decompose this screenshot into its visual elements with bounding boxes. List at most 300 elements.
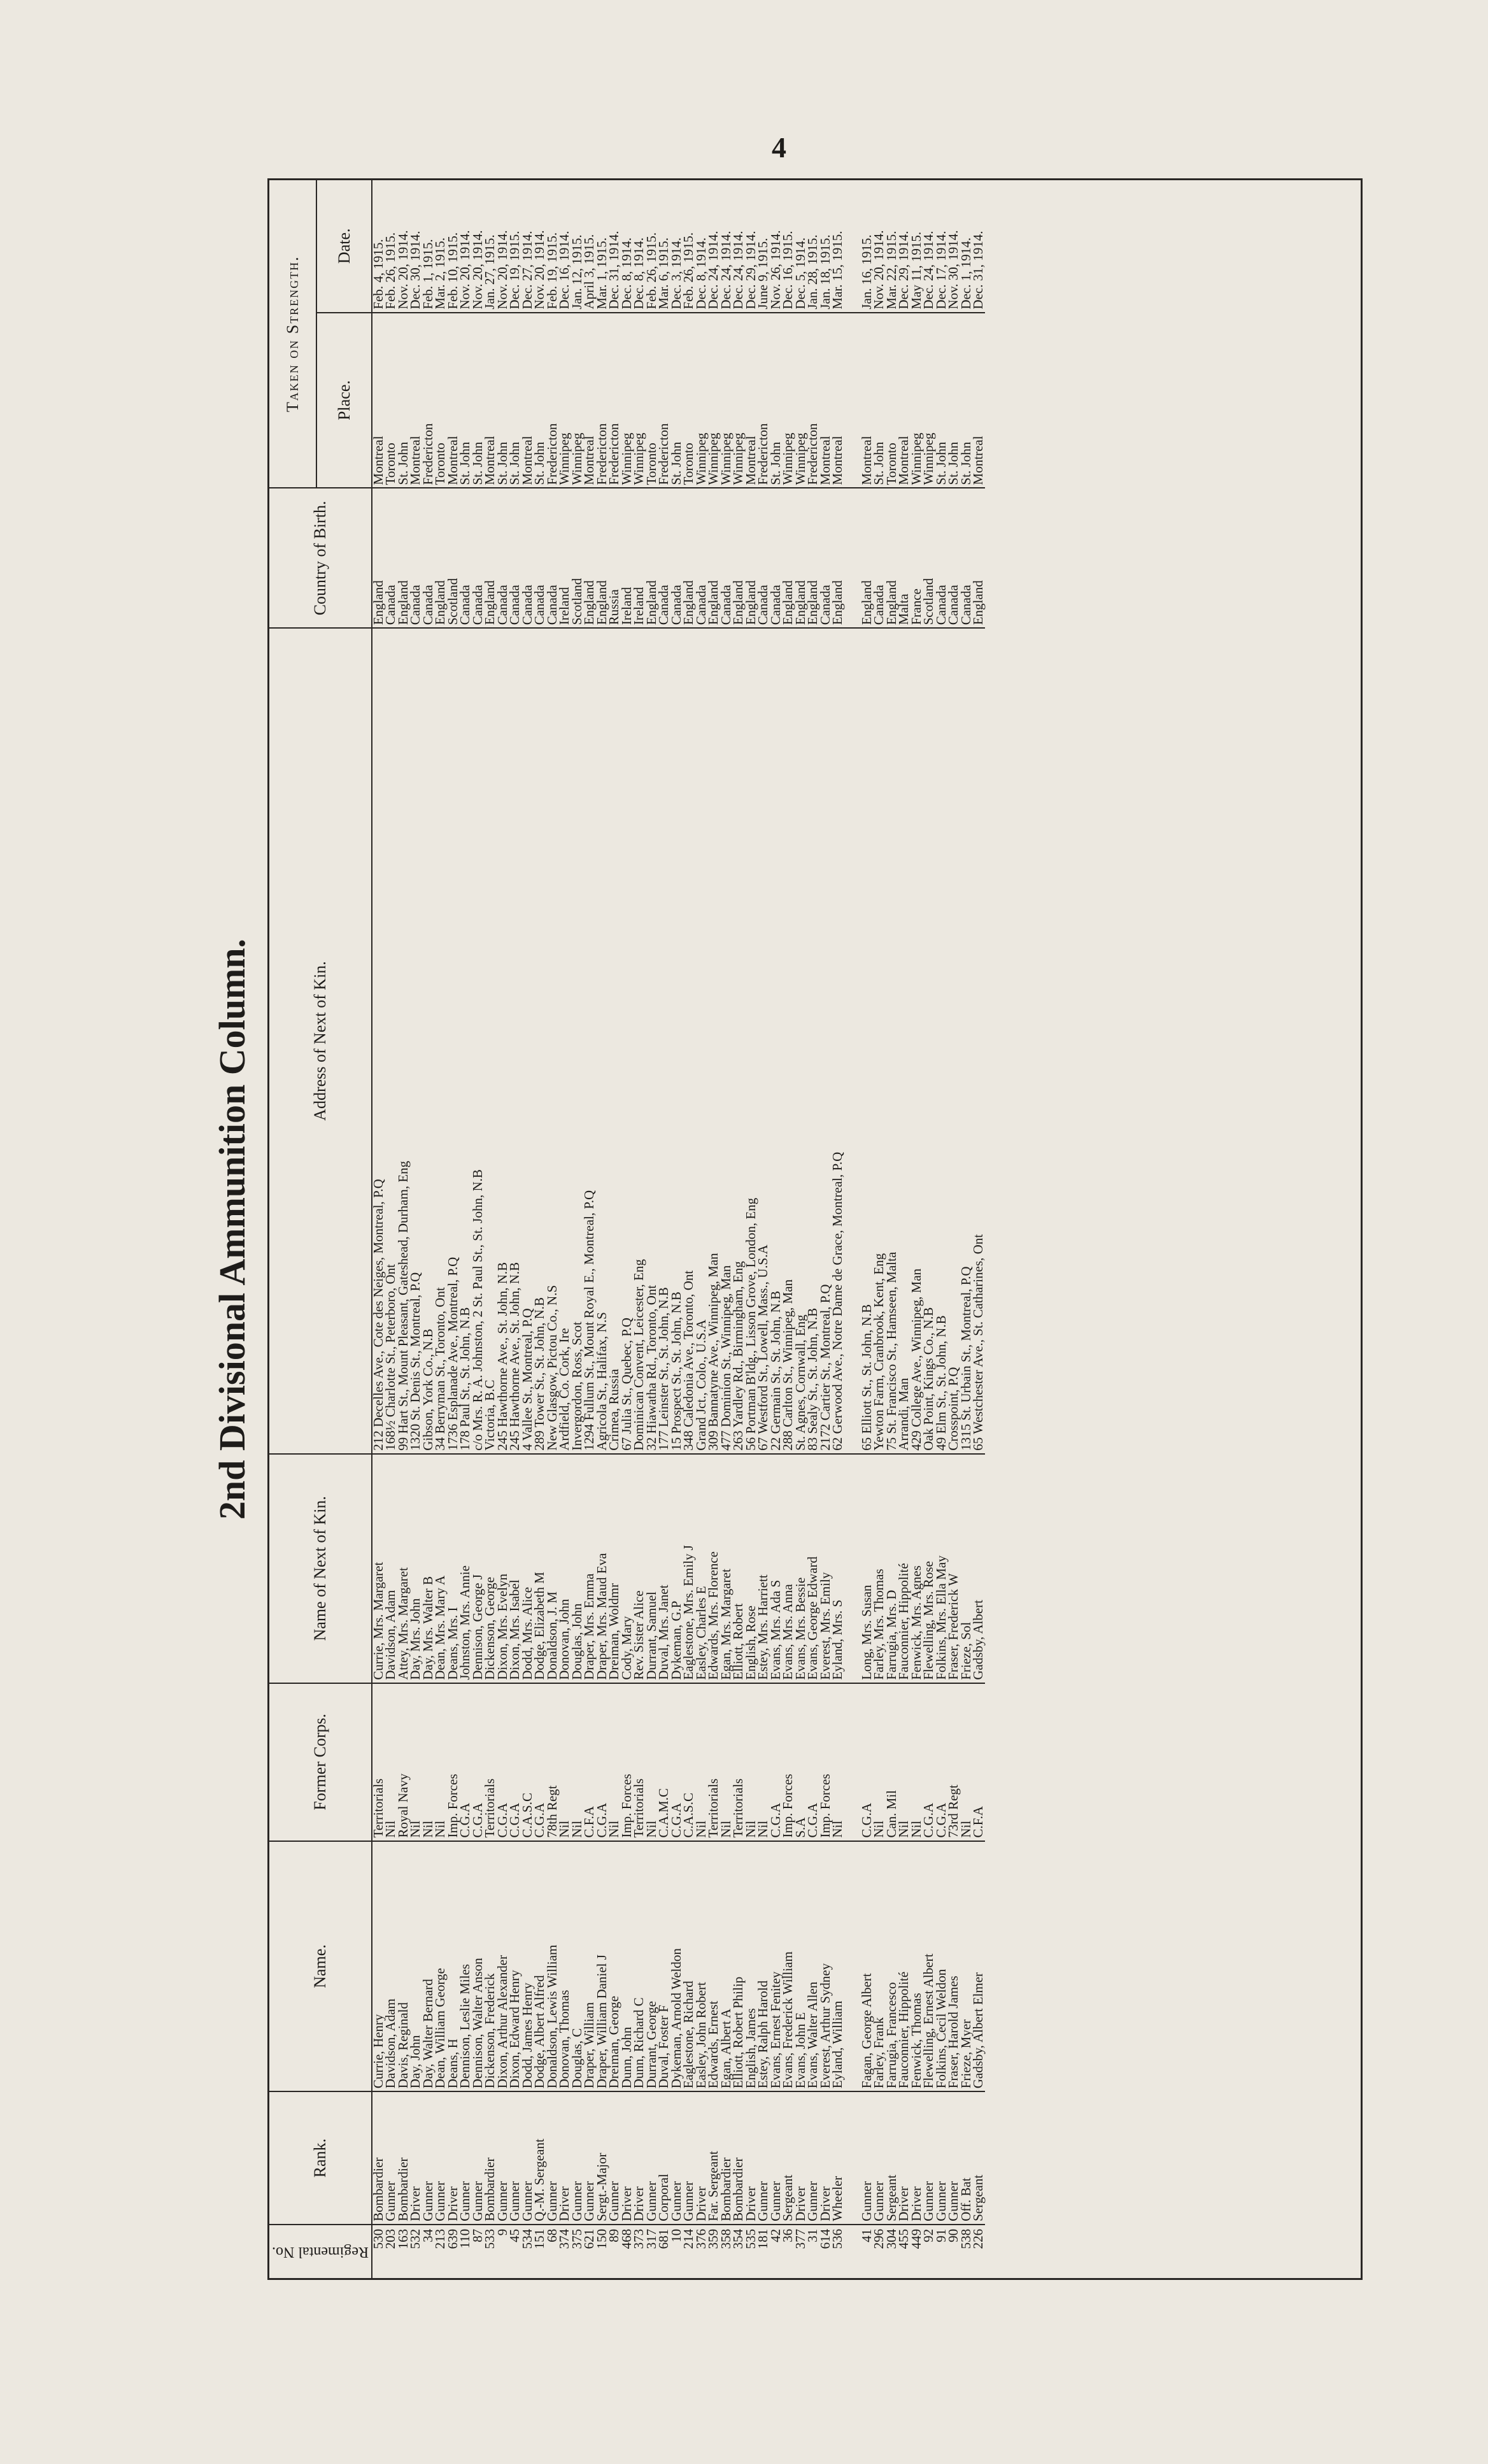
cell-rank: Gunner — [422, 2091, 435, 2225]
cell-name: Dennison, Leslie Miles — [459, 1841, 472, 2092]
cell-former-corps: C.G.A — [497, 1683, 509, 1841]
cell-place: Winnipeg — [558, 313, 571, 488]
cell-regimental-no: 31 — [807, 2225, 819, 2278]
header-name: Name. — [269, 1841, 372, 2092]
date-month: Jan. — [858, 288, 874, 310]
cell-regimental-no: 317 — [646, 2225, 658, 2278]
date-month: Nov. — [871, 283, 887, 310]
cell-former-corps: Nil — [745, 1683, 758, 1841]
cell-name: Donaldson, Lewis William — [546, 1841, 559, 2092]
cell-country-of-birth: England — [372, 488, 385, 628]
cell-next-of-kin-address: 1315 St. Urbain St., Montreal, P.Q — [960, 628, 973, 1454]
cell-place: Montreal — [832, 313, 844, 488]
header-country-of-birth: Country of Birth. — [269, 488, 372, 628]
date-month: Mar. — [432, 284, 448, 310]
cell-former-corps: C.G.A — [534, 1683, 546, 1841]
date-day-year: 19, 1915. — [544, 232, 560, 283]
cell-regimental-no: 41 — [861, 2225, 874, 2278]
cell-place: St. John — [960, 313, 973, 488]
cell-next-of-kin-name: Dennison, George J — [472, 1454, 485, 1683]
cell-rank: Gunner — [459, 2091, 472, 2225]
cell-regimental-no: 91 — [935, 2225, 948, 2278]
cell-rank: Driver — [745, 2091, 758, 2225]
cell-name: Dykeman, Arnold Weldon — [670, 1841, 683, 2092]
cell-next-of-kin-name: Draper, Mrs. Maud Eva — [596, 1454, 609, 1683]
cell-next-of-kin-address: Yewton Farm, Cranbrook, Kent, Eng — [873, 628, 886, 1454]
cell-former-corps: Territorials — [732, 1683, 745, 1841]
cell-rank: Sergeant — [972, 2091, 985, 2225]
date-month: Feb. — [383, 285, 399, 310]
cell-former-corps: C.G.A — [596, 1683, 609, 1841]
date-day-year: 16, 1915. — [858, 234, 874, 285]
cell-former-corps: 78th Regt — [546, 1683, 559, 1841]
date-month: Dec. — [933, 284, 949, 310]
table-row — [960, 180, 973, 2278]
cell-country-of-birth: Canada — [422, 488, 435, 628]
cell-next-of-kin-address: 348 Caledonia Ave., Toronto, Ont — [683, 628, 695, 1454]
cell-rank: Driver — [621, 2091, 634, 2225]
date-month: Dec. — [970, 284, 986, 310]
cell-former-corps: Nil — [873, 1683, 886, 1841]
cell-next-of-kin-name: Duval, Mrs. Janet — [658, 1454, 670, 1683]
table-row — [409, 180, 422, 2278]
cell-next-of-kin-name: Everest, Mrs. Emily — [819, 1454, 832, 1683]
date-month: Jan. — [805, 288, 821, 310]
cell-next-of-kin-address: Oak Point, Kings Co., N.B — [923, 628, 935, 1454]
cell-next-of-kin-name: Day, Mrs. Walter B — [422, 1454, 435, 1683]
cell-next-of-kin-name: Long, Mrs. Susan — [861, 1454, 874, 1683]
date-day-year: 6, 1915. — [656, 237, 672, 281]
table-row — [472, 180, 485, 2278]
cell-regimental-no: 536 — [832, 2225, 844, 2278]
cell-next-of-kin-address: 1294 Fullum St., Mount Royal E., Montreal, P.Q — [583, 628, 596, 1454]
cell-rank: Driver — [558, 2091, 571, 2225]
cell-country-of-birth: Scotland — [571, 488, 584, 628]
cell-former-corps: C.G.A — [861, 1683, 874, 1841]
cell-next-of-kin-name: Fauconnier, Hippolité — [898, 1454, 911, 1683]
date-month: Mar. — [883, 284, 899, 310]
cell-place: Montreal — [409, 313, 422, 488]
cell-next-of-kin-address: Dominican Convent, Leicester, Eng — [633, 628, 646, 1454]
date-day-year: 9, 1915. — [755, 238, 771, 281]
cell-next-of-kin-address: 2172 Cartier St., Montreal, P.Q — [819, 628, 832, 1454]
cell-next-of-kin-name: Easley, Charles E — [695, 1454, 708, 1683]
cell-rank: Gunner — [472, 2091, 485, 2225]
cell-rank: Gunner — [497, 2091, 509, 2225]
table-row — [745, 180, 758, 2278]
cell-rank: Driver — [819, 2091, 832, 2225]
date-day-year: 17, 1914. — [933, 231, 949, 281]
cell-next-of-kin-name: Douglas, John — [571, 1454, 584, 1683]
date-month: Feb. — [420, 285, 436, 310]
cell-next-of-kin-name: Donovan, John — [558, 1454, 571, 1683]
cell-place: Fredericton — [546, 313, 559, 488]
cell-former-corps: C.F.A — [972, 1683, 985, 1841]
cell-next-of-kin-address: 178 Paul St., St. John, N.B — [459, 628, 472, 1454]
table-row — [832, 180, 844, 2278]
cell-next-of-kin-address: 289 Tower St., St. John, N.B — [534, 628, 546, 1454]
cell-rank: Sergt.-Major — [596, 2091, 609, 2225]
cell-next-of-kin-address: 32 Hiawatha Rd., Toronto, Ont — [646, 628, 658, 1454]
cell-place: Montreal — [972, 313, 985, 488]
cell-rank: Driver — [409, 2091, 422, 2225]
cell-name: Dixon, Edward Henry — [509, 1841, 521, 2092]
cell-regimental-no: 87 — [472, 2225, 485, 2278]
cell-rank: Driver — [695, 2091, 708, 2225]
cell-name: Douglas, C — [571, 1841, 584, 2092]
cell-former-corps: Nil — [960, 1683, 973, 1841]
cell-former-corps: C.A.S.C — [521, 1683, 534, 1841]
cell-next-of-kin-name: Evans, Mrs. Anna — [782, 1454, 795, 1683]
table-row — [422, 180, 435, 2278]
cell-country-of-birth: England — [397, 488, 410, 628]
cell-rank: Bombardier — [484, 2091, 497, 2225]
cell-former-corps: Territorials — [633, 1683, 646, 1841]
cell-next-of-kin-name: Cody, Mary — [621, 1454, 634, 1683]
cell-name: Evans, Walter Allen — [807, 1841, 819, 2092]
cell-regimental-no: 45 — [509, 2225, 521, 2278]
cell-country-of-birth: Ireland — [633, 488, 646, 628]
cell-place: St. John — [497, 313, 509, 488]
cell-country-of-birth: Scotland — [923, 488, 935, 628]
cell-rank: Driver — [911, 2091, 923, 2225]
cell-place: St. John — [459, 313, 472, 488]
cell-former-corps: Nil — [558, 1683, 571, 1841]
header-regimental-no: Regimental No. — [269, 2225, 372, 2278]
cell-former-corps: Nil — [434, 1683, 447, 1841]
cell-next-of-kin-name: Attey, Mrs. Margaret — [397, 1454, 410, 1683]
cell-regimental-no: 10 — [670, 2225, 683, 2278]
cell-name: Dunn, Richard C — [633, 1841, 646, 2092]
cell-regimental-no: 375 — [571, 2225, 584, 2278]
cell-next-of-kin-address: 75 St. Francisco St., Hamseen, Malta — [886, 628, 898, 1454]
table-row — [861, 180, 874, 2278]
cell-rank: Gunner — [608, 2091, 621, 2225]
cell-date — [832, 180, 844, 313]
cell-place: St. John — [534, 313, 546, 488]
table-row — [707, 180, 720, 2278]
date-month: Feb. — [544, 285, 560, 310]
cell-place: Winnipeg — [571, 313, 584, 488]
cell-regimental-no: 530 — [372, 2225, 385, 2278]
cell-next-of-kin-name: Frieze, Sol — [960, 1454, 973, 1683]
cell-former-corps: Nil — [422, 1683, 435, 1841]
cell-name: Farley, Frank — [873, 1841, 886, 2092]
cell-country-of-birth: Canada — [658, 488, 670, 628]
date-month: Nov. — [946, 283, 961, 310]
cell-country-of-birth: England — [832, 488, 844, 628]
cell-rank: Gunner — [935, 2091, 948, 2225]
cell-next-of-kin-name: Dixon, Mrs. Evelyn — [497, 1454, 509, 1683]
date-day-year: 19, 1915. — [507, 231, 523, 281]
cell-next-of-kin-name: Donaldson, J. M — [546, 1454, 559, 1683]
cell-date — [972, 180, 985, 313]
cell-regimental-no: 90 — [947, 2225, 960, 2278]
table-row — [923, 180, 935, 2278]
cell-name: Dean, William George — [434, 1841, 447, 2092]
cell-country-of-birth: Canada — [960, 488, 973, 628]
table-row — [972, 180, 985, 2278]
cell-former-corps: C.G.A — [509, 1683, 521, 1841]
cell-name: Fenwick, Thomas — [911, 1841, 923, 2092]
date-day-year: 16, 1915. — [780, 231, 796, 281]
cell-former-corps: Imp. Forces — [447, 1683, 460, 1841]
date-month: April — [581, 281, 597, 310]
cell-rank: Gunner — [583, 2091, 596, 2225]
cell-next-of-kin-address: 1320 St. Denis St., Montreal, P.Q — [409, 628, 422, 1454]
cell-next-of-kin-address: 49 Elm St., St. John, N.B — [935, 628, 948, 1454]
cell-regimental-no: 468 — [621, 2225, 634, 2278]
cell-place: Winnipeg — [923, 313, 935, 488]
cell-regimental-no: 150 — [596, 2225, 609, 2278]
cell-next-of-kin-name: Gadsby, Albert — [972, 1454, 985, 1683]
table-row — [633, 180, 646, 2278]
cell-regimental-no: 68 — [546, 2225, 559, 2278]
cell-rank: Gunner — [670, 2091, 683, 2225]
date-day-year: 5, 1914. — [792, 238, 808, 281]
cell-regimental-no: 89 — [608, 2225, 621, 2278]
cell-country-of-birth: Canada — [873, 488, 886, 628]
cell-rank: Wheeler — [832, 2091, 844, 2225]
cell-next-of-kin-address: Arrandi, Man — [898, 628, 911, 1454]
date-month: Dec. — [792, 284, 808, 310]
cell-country-of-birth: Canada — [935, 488, 948, 628]
cell-former-corps: Imp. Forces — [819, 1683, 832, 1841]
cell-regimental-no: 304 — [886, 2225, 898, 2278]
cell-next-of-kin-address: 65 Elliott St., St. John, N.B — [861, 628, 874, 1454]
roll-body — [372, 180, 985, 2278]
date-day-year: 20, 1914. — [871, 230, 887, 281]
cell-next-of-kin-address: 212 Decelles Ave., Cote des Neiges, Montreal, P.Q — [372, 628, 385, 1454]
date-month: Nov. — [494, 283, 510, 310]
cell-country-of-birth: Canada — [509, 488, 521, 628]
cell-former-corps: C.A.M.C — [658, 1683, 670, 1841]
cell-next-of-kin-address: 22 Germain St., St. John, N.B — [770, 628, 783, 1454]
cell-place: Montreal — [898, 313, 911, 488]
cell-rank: Gunner — [770, 2091, 783, 2225]
date-month: Feb. — [643, 285, 659, 310]
cell-regimental-no: 213 — [434, 2225, 447, 2278]
cell-next-of-kin-name: Durrant, Samuel — [646, 1454, 658, 1683]
cell-next-of-kin-address: 62 Gerwood Ave., Notre Dame de Grace, Montreal, P.Q — [832, 628, 844, 1454]
date-day-year: 27, 1915. — [482, 234, 498, 285]
cell-country-of-birth: Canada — [409, 488, 422, 628]
table-row — [720, 180, 733, 2278]
cell-rank: Far. Sergeant — [707, 2091, 720, 2225]
cell-former-corps: Nil — [832, 1683, 844, 1841]
date-day-year: 3, 1915. — [581, 234, 597, 278]
cell-name: Day, Walter Bernard — [422, 1841, 435, 2092]
cell-former-corps: Imp. Forces — [782, 1683, 795, 1841]
cell-rank: Corporal — [658, 2091, 670, 2225]
cell-name: Evans, Ernest Fenitey — [770, 1841, 783, 2092]
cell-next-of-kin-address: Victoria, B.C — [484, 628, 497, 1454]
cell-regimental-no: 535 — [745, 2225, 758, 2278]
cell-rank: Gunner — [571, 2091, 584, 2225]
cell-next-of-kin-address: Agricola St., Halifax, N.S — [596, 628, 609, 1454]
cell-next-of-kin-address: Gibson, York Co., N.B — [422, 628, 435, 1454]
cell-regimental-no: 354 — [732, 2225, 745, 2278]
cell-former-corps: C.G.A — [770, 1683, 783, 1841]
date-day-year: 4, 1915. — [370, 239, 386, 283]
cell-rank: Gunner — [947, 2091, 960, 2225]
cell-country-of-birth: Canada — [521, 488, 534, 628]
table-row — [947, 180, 960, 2278]
cell-next-of-kin-address: 263 Yardley Rd., Birmingham, Eng — [732, 628, 745, 1454]
cell-next-of-kin-address: 245 Hawthorne Ave., St. John, N.B — [509, 628, 521, 1454]
cell-name: Draper, William — [583, 1841, 596, 2092]
cell-regimental-no: 151 — [534, 2225, 546, 2278]
cell-next-of-kin-address: 429 College Ave., Winnipeg, Man — [911, 628, 923, 1454]
cell-name: Dreiman, George — [608, 1841, 621, 2092]
cell-next-of-kin-name: Farley, Mrs. Thomas — [873, 1454, 886, 1683]
cell-name: Dunn, John — [621, 1841, 634, 2092]
date-month: Nov. — [457, 283, 473, 310]
date-day-year: 10, 1915. — [444, 232, 460, 283]
cell-rank: Gunner — [434, 2091, 447, 2225]
cell-rank: Sergeant — [782, 2091, 795, 2225]
cell-rank: Gunner — [861, 2091, 874, 2225]
cell-former-corps: C.G.A — [923, 1683, 935, 1841]
cell-name: Evans, Frederick William — [782, 1841, 795, 2092]
cell-rank: Driver — [898, 2091, 911, 2225]
cell-next-of-kin-name: Dickenson, George — [484, 1454, 497, 1683]
date-day-year: 20, 1914. — [395, 230, 411, 281]
cell-next-of-kin-address: 65 Westchester Ave., St. Catharines, Ont — [972, 628, 985, 1454]
date-month: Nov. — [395, 283, 411, 310]
cell-country-of-birth: Russia — [608, 488, 621, 628]
cell-place: Montreal — [484, 313, 497, 488]
date-month: Dec. — [693, 284, 709, 310]
cell-rank: Gunner — [873, 2091, 886, 2225]
row-spacer — [844, 180, 861, 2278]
cell-country-of-birth: England — [484, 488, 497, 628]
cell-name: Folkins, Cecil Weldon — [935, 1841, 948, 2092]
cell-next-of-kin-address: 99 Hart St., Mount Pleasant, Gateshead, Durham, Eng — [397, 628, 410, 1454]
cell-next-of-kin-address: 245 Hawthorne Ave., St. John, N.B — [497, 628, 509, 1454]
cell-former-corps: Nil — [409, 1683, 422, 1841]
cell-name: Currie, Henry — [372, 1841, 385, 2092]
cell-next-of-kin-address: 56 Portman B'ldg., Lisson Grove, London, Eng — [745, 628, 758, 1454]
cell-rank: Gunner — [521, 2091, 534, 2225]
cell-regimental-no: 214 — [683, 2225, 695, 2278]
cell-place: Winnipeg — [732, 313, 745, 488]
cell-next-of-kin-name: Evans, George Edward — [807, 1454, 819, 1683]
date-month: Dec. — [730, 284, 746, 310]
table-row — [935, 180, 948, 2278]
date-day-year: 31, 1914. — [606, 231, 622, 281]
header-taken-on-strength: Taken on Strength. — [269, 180, 316, 488]
date-month: Dec. — [896, 284, 912, 310]
table-row — [497, 180, 509, 2278]
cell-next-of-kin-address: 67 Westford St., Lowell, Mass., U.S.A — [757, 628, 770, 1454]
cell-country-of-birth: England — [646, 488, 658, 628]
cell-country-of-birth: England — [745, 488, 758, 628]
cell-next-of-kin-address: 309 Bannatyne Ave., Winnipeg, Man — [707, 628, 720, 1454]
cell-regimental-no: 533 — [484, 2225, 497, 2278]
cell-place: Fredericton — [596, 313, 609, 488]
cell-name: Egan, Albert A — [720, 1841, 733, 2092]
table-row — [397, 180, 410, 2278]
cell-place: St. John — [472, 313, 485, 488]
date-day-year: 26, 1915. — [643, 232, 659, 283]
cell-next-of-kin-address: 4 Vallee St., Montreal, P.Q — [521, 628, 534, 1454]
table-row — [795, 180, 807, 2278]
cell-place: Montreal — [819, 313, 832, 488]
date-day-year: 16, 1914. — [556, 231, 572, 281]
cell-next-of-kin-address: 1736 Esplanade Ave., Montreal, P.Q — [447, 628, 460, 1454]
cell-former-corps: Nil — [571, 1683, 584, 1841]
cell-name: Estey, Ralph Harold — [757, 1841, 770, 2092]
cell-country-of-birth: England — [732, 488, 745, 628]
date-month: Dec. — [718, 284, 733, 310]
cell-place: Winnipeg — [795, 313, 807, 488]
table-row — [509, 180, 521, 2278]
table-row — [546, 180, 559, 2278]
cell-name: Elliott, Robert Philip — [732, 1841, 745, 2092]
cell-name: Fraser, Harold James — [947, 1841, 960, 2092]
cell-regimental-no: 110 — [459, 2225, 472, 2278]
cell-regimental-no: 621 — [583, 2225, 596, 2278]
date-day-year: 1, 1914. — [958, 238, 974, 281]
header-former-corps: Former Corps. — [269, 1683, 372, 1841]
cell-place: St. John — [670, 313, 683, 488]
cell-name: Duval, Foster F — [658, 1841, 670, 2092]
cell-regimental-no: 226 — [972, 2225, 985, 2278]
date-day-year: 31, 1914. — [970, 231, 986, 281]
cell-name: Fagan, George Albert — [861, 1841, 874, 2092]
date-day-year: 24, 1914. — [718, 231, 733, 281]
cell-rank: Driver — [447, 2091, 460, 2225]
cell-rank: Q.-M. Sergeant — [534, 2091, 546, 2225]
cell-name: Edwards, Ernest — [707, 1841, 720, 2092]
date-day-year: 28, 1915. — [805, 234, 821, 285]
date-day-year: 22, 1915. — [883, 231, 899, 281]
cell-country-of-birth: England — [596, 488, 609, 628]
date-month: Nov. — [767, 283, 783, 310]
date-month: Mar. — [593, 284, 609, 310]
cell-country-of-birth: Canada — [757, 488, 770, 628]
rotated-page-content — [204, 178, 1369, 2280]
cell-next-of-kin-name: Dixon, Mrs. Isabel — [509, 1454, 521, 1683]
cell-place: St. John — [873, 313, 886, 488]
cell-next-of-kin-address: Grand Jct., Colo., U.S.A — [695, 628, 708, 1454]
cell-regimental-no: 42 — [770, 2225, 783, 2278]
cell-country-of-birth: England — [886, 488, 898, 628]
table-row — [782, 180, 795, 2278]
date-day-year: 2, 1915. — [432, 237, 448, 281]
date-day-year: 29, 1914. — [896, 231, 912, 281]
date-month: Dec. — [631, 284, 647, 310]
cell-next-of-kin-name: Evans, Mrs. Ada S — [770, 1454, 783, 1683]
cell-name: Evans, John E — [795, 1841, 807, 2092]
cell-name: Durrant, George — [646, 1841, 658, 2092]
cell-next-of-kin-address: 67 Julia St., Quebec, P.Q — [621, 628, 634, 1454]
cell-country-of-birth: Canada — [459, 488, 472, 628]
cell-regimental-no: 373 — [633, 2225, 646, 2278]
cell-former-corps: Nil — [646, 1683, 658, 1841]
cell-place: Fredericton — [658, 313, 670, 488]
cell-regimental-no: 203 — [385, 2225, 397, 2278]
cell-name: English, James — [745, 1841, 758, 2092]
cell-regimental-no: 538 — [960, 2225, 973, 2278]
cell-former-corps: S.A — [795, 1683, 807, 1841]
table-row — [596, 180, 609, 2278]
cell-regimental-no: 92 — [923, 2225, 935, 2278]
cell-regimental-no: 449 — [911, 2225, 923, 2278]
cell-place: Montreal — [447, 313, 460, 488]
cell-next-of-kin-address: Crimea, Russia — [608, 628, 621, 1454]
